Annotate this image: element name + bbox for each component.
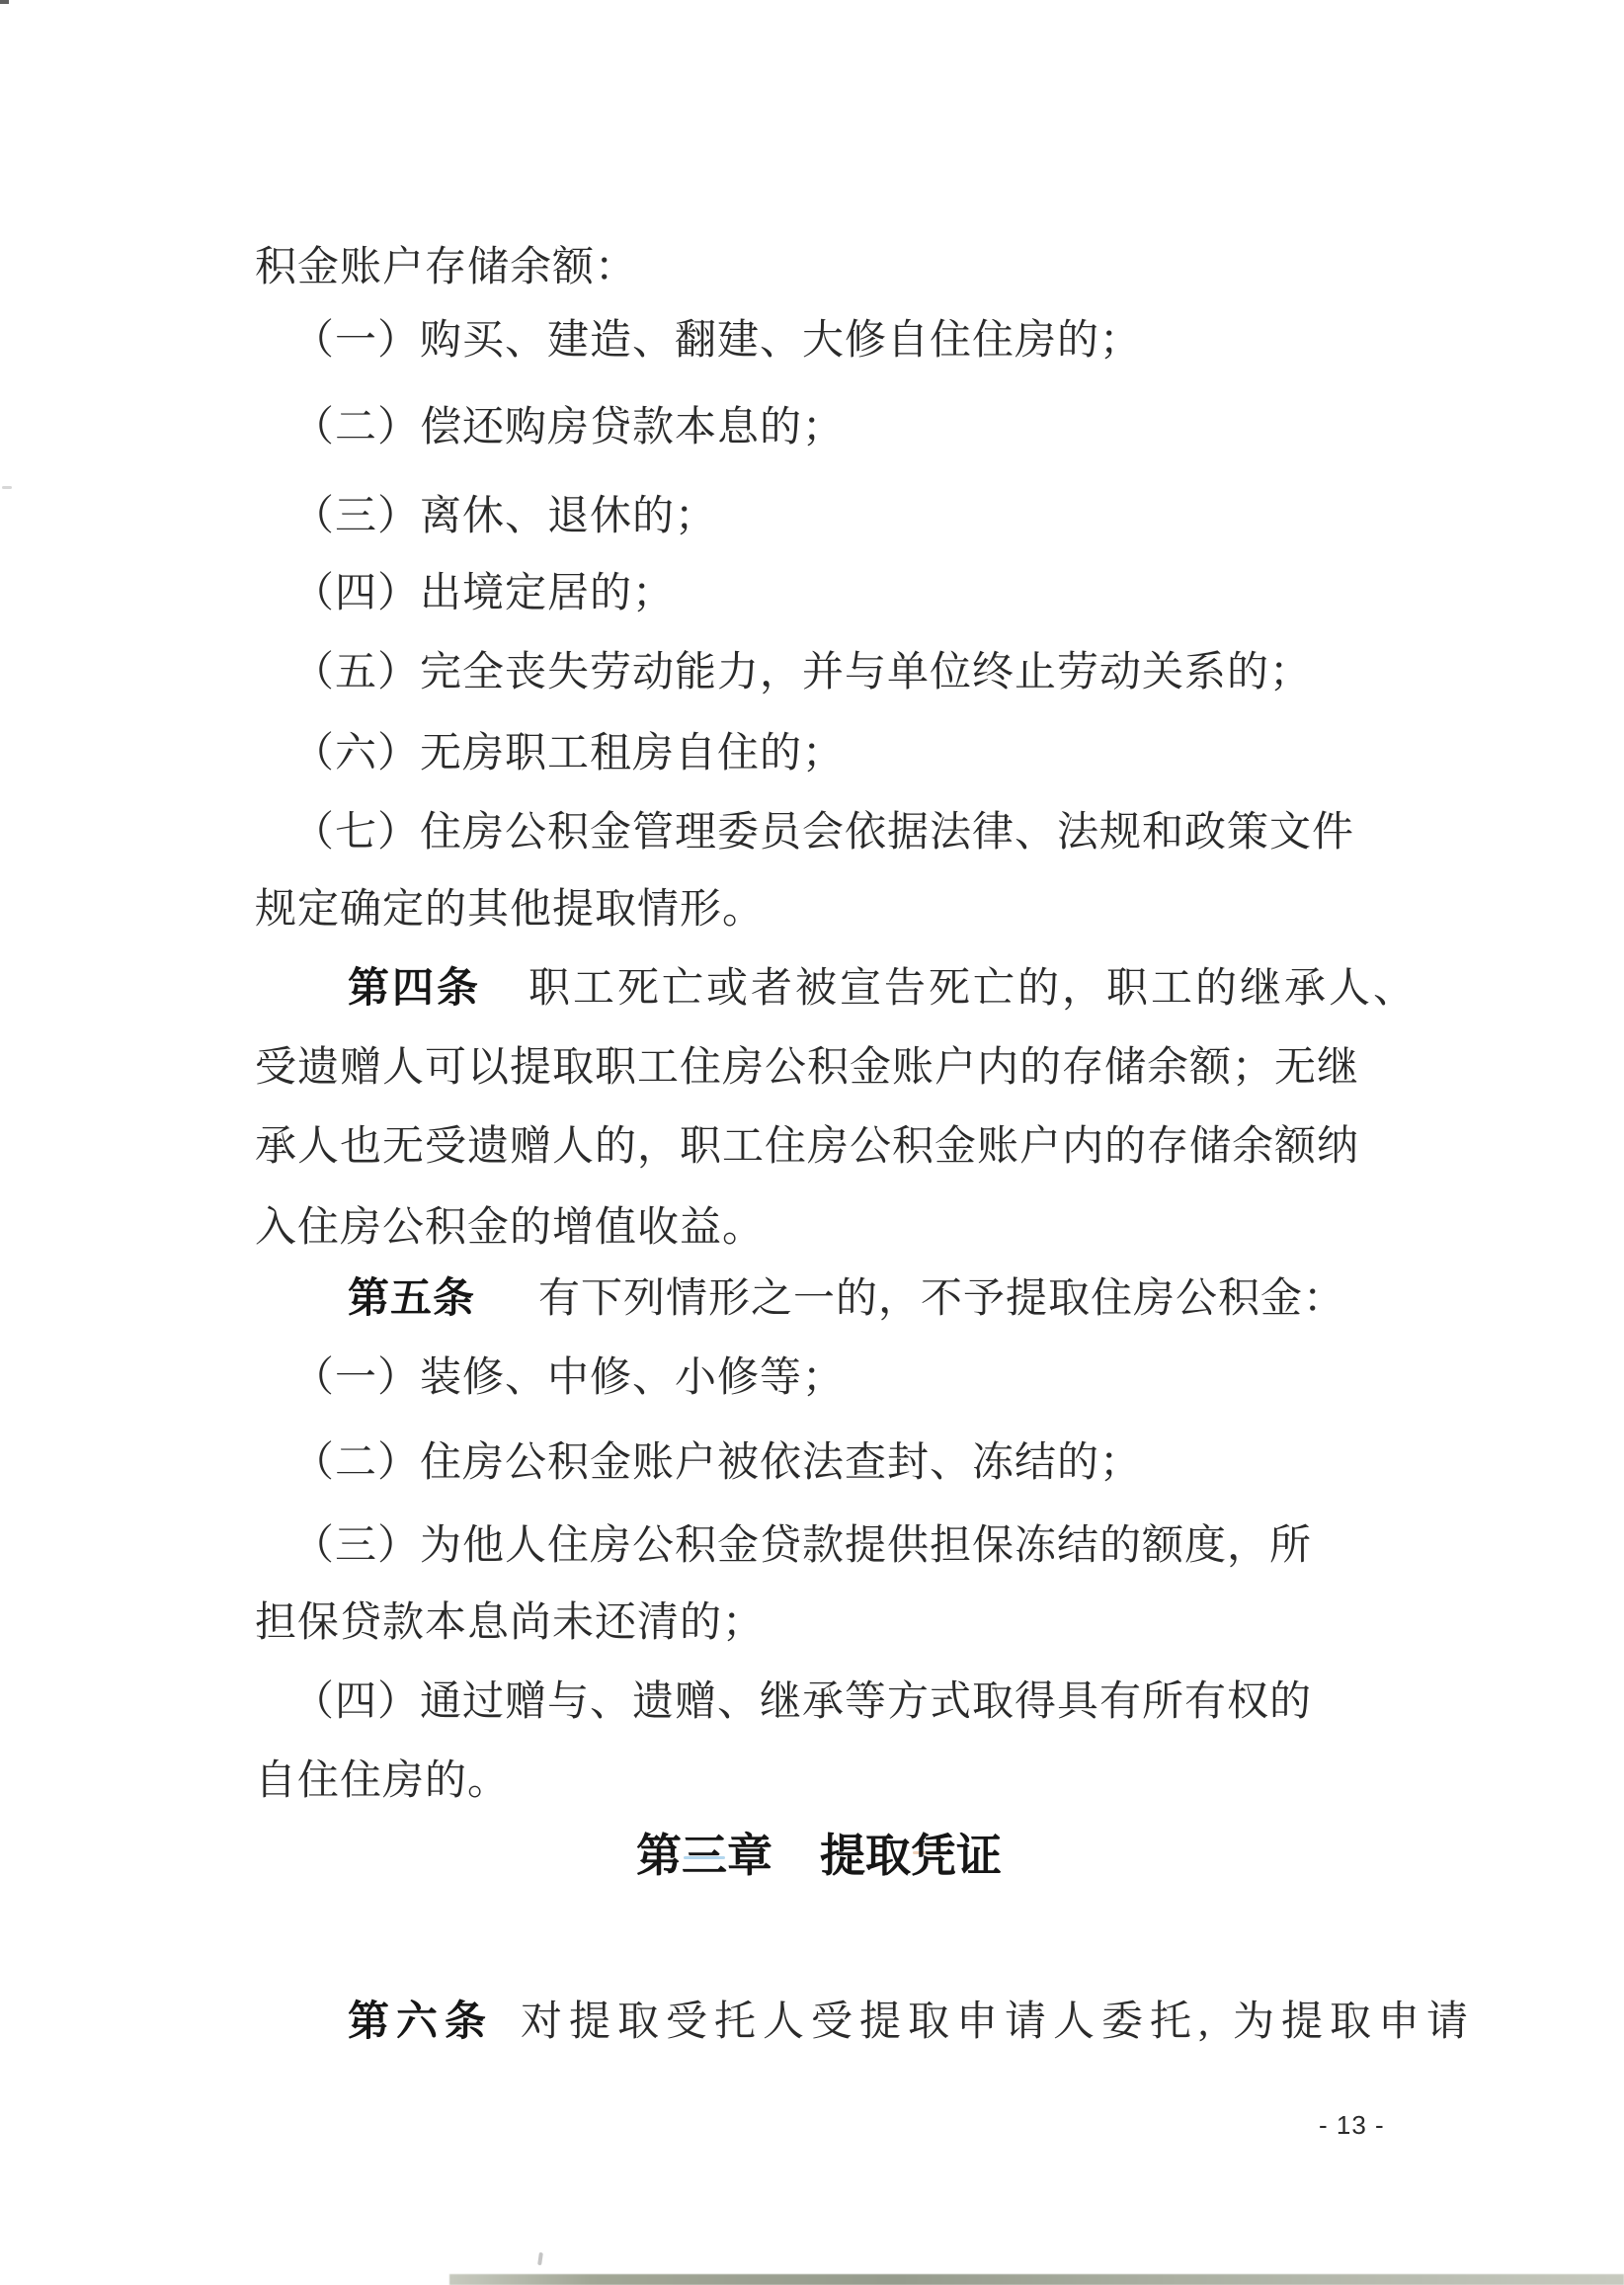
line-text: 积金账户存储余额： <box>255 245 638 290</box>
article-term: 第四条 <box>348 966 482 1012</box>
line-text: 有下列情形之一的，不予提取住房公积金： <box>538 1276 1346 1322</box>
line-text: 受遗赠人可以提取职工住房公积金账户内的存储余额；无继 <box>255 1045 1360 1091</box>
list-item <box>292 1438 1142 1488</box>
heading-gap <box>772 1869 820 1871</box>
line-text: （三）离休、退休的； <box>292 494 718 539</box>
text-line <box>255 1122 1359 1172</box>
line-text: 职工死亡或者被宣告死亡的，职工的继承人、 <box>528 966 1419 1012</box>
article-line <box>348 1998 1475 2047</box>
term-gap <box>475 1310 538 1312</box>
scan-edge-shadow <box>449 2274 1624 2285</box>
line-text: 承人也无受遗赠人的，职工住房公积金账户内的存储余额纳 <box>255 1124 1360 1170</box>
line-text: （四）通过赠与、遗赠、继承等方式取得具有所有权的 <box>292 1679 1313 1725</box>
line-text: 担保贷款本息尚未还清的； <box>255 1600 766 1646</box>
list-item <box>292 492 717 541</box>
chapter-heading <box>636 1830 1002 1883</box>
line-text: （四）出境定居的； <box>292 571 676 616</box>
list-item <box>292 729 845 778</box>
term-gap <box>481 1000 528 1002</box>
line-text: 入住房公积金的增值收益。 <box>255 1205 766 1251</box>
line-text: （二）住房公积金账户被依法查封、冻结的； <box>292 1440 1143 1486</box>
chapter-number: 第三章 <box>636 1831 772 1881</box>
scan-speck <box>2 486 12 489</box>
line-text: （一）装修、中修、小修等； <box>292 1355 846 1401</box>
line-text: 对提取受托人受提取申请人委托, 为提取申请 <box>521 1999 1476 2045</box>
list-item <box>292 808 1354 857</box>
text-line <box>255 243 637 292</box>
list-item <box>292 1677 1312 1727</box>
text-line <box>255 1756 510 1806</box>
list-item <box>292 569 675 618</box>
list-item <box>292 1353 845 1403</box>
article-term: 第五条 <box>348 1276 476 1322</box>
line-text: （七）住房公积金管理委员会依据法律、法规和政策文件 <box>292 810 1355 856</box>
line-text: 规定确定的其他提取情形。 <box>255 887 766 933</box>
scan-speck <box>537 2252 543 2265</box>
line-text: 自住住房的。 <box>255 1758 511 1804</box>
line-text: （一）购买、建造、翻建、大修自住住房的； <box>292 318 1143 364</box>
chapter-title: 提取凭证 <box>820 1831 1002 1881</box>
line-text: （五）完全丧失劳动能力，并与单位终止劳动关系的； <box>292 650 1313 695</box>
line-text: （三）为他人住房公积金贷款提供担保冻结的额度，所 <box>292 1523 1313 1569</box>
scan-corner-mark <box>0 0 9 4</box>
page-number: - 13 - <box>1319 2110 1385 2140</box>
term-gap <box>493 2033 521 2035</box>
article-line <box>348 1274 1345 1324</box>
text-line <box>255 1203 765 1253</box>
text-line <box>255 1043 1359 1093</box>
list-item <box>292 403 845 452</box>
text-line <box>255 1598 765 1648</box>
article-term: 第六条 <box>348 1999 494 2045</box>
article-line <box>348 964 1418 1014</box>
line-text: （六）无房职工租房自住的； <box>292 731 846 776</box>
list-item <box>292 648 1312 697</box>
list-item <box>292 316 1142 366</box>
list-item <box>292 1521 1312 1571</box>
line-text: （二）偿还购房贷款本息的； <box>292 405 846 450</box>
text-line <box>255 885 765 935</box>
